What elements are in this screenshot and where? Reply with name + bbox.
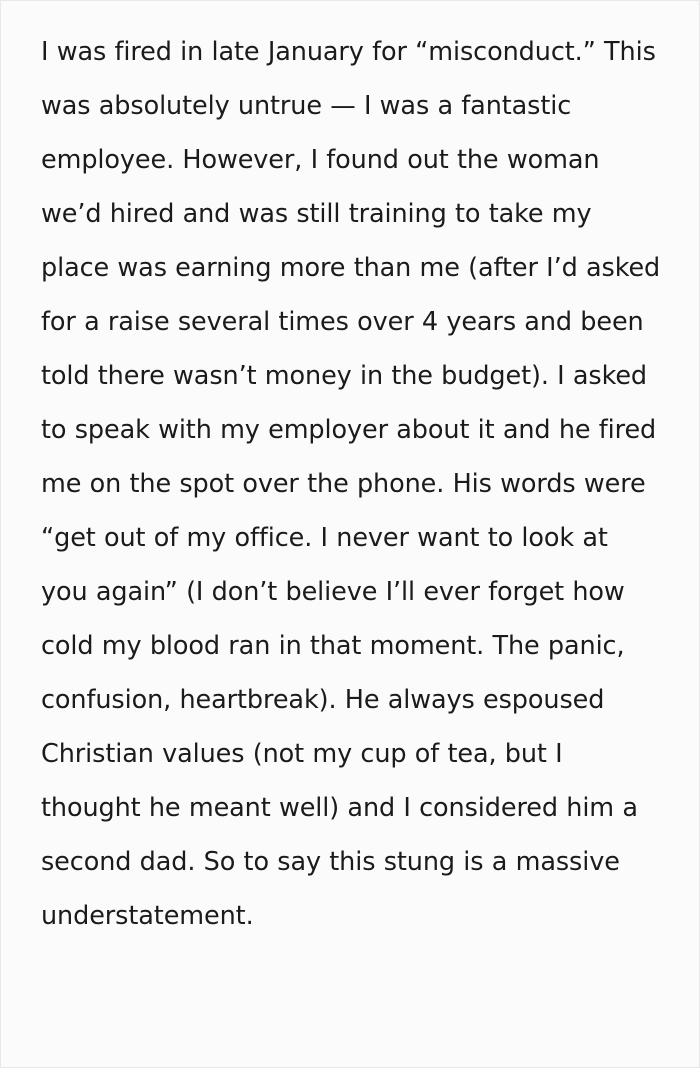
story-paragraph: I was fired in late January for “misconduct.” This was absolutely untrue — I was a fantastic employee. However, I found out the woman we’d hired and was still training to take my place was earning more than me (after I’d asked for a raise several times over 4 years and been told there wasn’t money in the budget). I asked to speak with my employer about it and he fired me on the spot over the phone. His words were “get out of my office. I never want to look at you again” (I don’t believe I’ll ever forget how cold my blood ran in that moment. The panic, confusion, heartbreak). He always espoused Christian values (not my cup of tea, but I thought he meant well) and I considered him a second dad. So to say this stung is a massive understatement.	[41, 37, 669, 931]
